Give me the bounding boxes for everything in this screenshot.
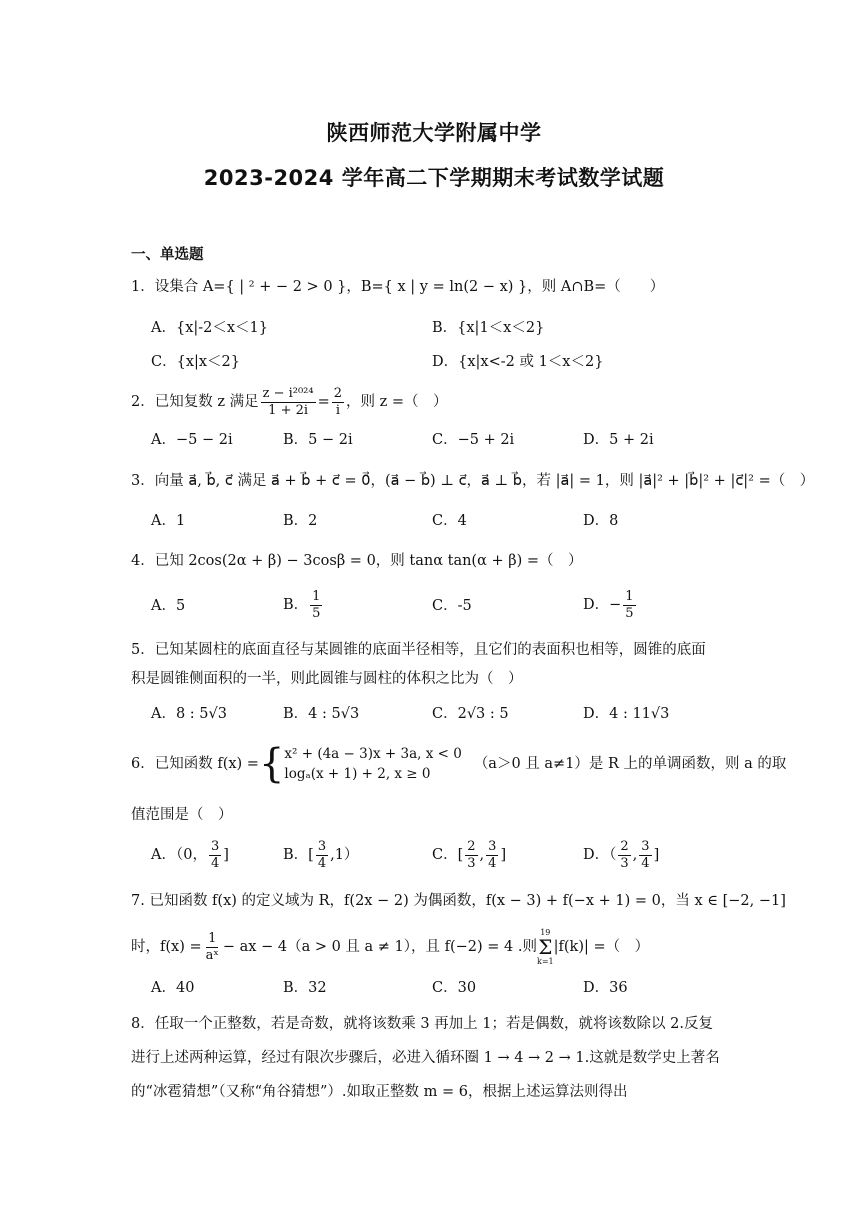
q6-d-den2: 4	[641, 855, 650, 871]
q2-option-c: C．−5 + 2i	[432, 432, 515, 448]
question-6-line-2: 值范围是（ ）	[131, 807, 233, 823]
q6-post: （a＞0 且 a≠1）是 R 上的单调函数，则 a 的取	[473, 756, 787, 772]
q3-option-d: D．8	[583, 513, 619, 529]
q6-pre: 6．已知函数 f(x) =	[131, 756, 259, 772]
q5-option-b: B．4 : 5√3	[283, 706, 360, 722]
q6-a-num: 3	[210, 838, 220, 854]
q6-option-c: C．[ $\frac{2}{3}$ , $\frac{3}{4}$ ]	[432, 838, 507, 871]
question-2-stem	[131, 382, 448, 422]
q5-option-a: A．8 : 5√3	[151, 706, 227, 722]
q6-d-pre: D．（	[583, 847, 617, 863]
q6-c-num2: 3	[488, 838, 497, 854]
q4-option-d-label: D．−	[583, 597, 622, 613]
q4-option-b-label: B．	[283, 597, 309, 613]
q6-a-den: 4	[210, 855, 220, 871]
question-8-line-2: 进行上述两种运算，经过有限次步骤后，必进入循环圈 1 → 4 → 2 → 1.这就是数学史上著名	[131, 1050, 720, 1066]
q5-option-d: D．4 : 11√3	[583, 706, 670, 722]
q6-option-a	[151, 835, 229, 875]
q6-b-num: 3	[317, 838, 327, 854]
question-4-stem: 4．已知 2cos(2α + β) − 3cosβ = 0，则 tanα tan(α + β) =（ ）	[131, 553, 583, 569]
q7-option-b: B．32	[283, 980, 327, 996]
question-7-line-2	[131, 925, 649, 969]
q7-line2-post: |f(k)| =（ ）	[553, 939, 650, 955]
q7-frac-den: aˣ	[205, 947, 219, 963]
q7-sum-sigma: Σ	[538, 935, 553, 959]
q6-piecewise	[284, 744, 461, 784]
q6-c-fraction-1	[465, 839, 477, 872]
question-8-line-3: 的“冰雹猜想”（又称“角谷猜想”）.如取正整数 m = 6，根据上述运算法则得出	[131, 1084, 628, 1100]
q6-b-pre: B．[	[283, 847, 314, 863]
q6-c-pre: C．[	[432, 847, 464, 863]
q1-option-b: B．{x|1＜x＜2}	[432, 320, 545, 336]
q7-fraction	[204, 931, 221, 964]
q6-b-post: ,1）	[330, 847, 359, 863]
school-title: 陕西师范大学附属中学	[326, 121, 542, 145]
q2-fraction-right	[332, 386, 344, 419]
q6-c-den2: 4	[488, 855, 497, 871]
q6-d-fraction-1	[618, 839, 630, 872]
q3-option-a: A．1	[151, 513, 186, 529]
q4-d-den: 5	[625, 605, 634, 621]
q4-option-a: A．5	[151, 598, 186, 614]
section-label: 一、单选题	[131, 247, 204, 263]
q6-case-1: x² + (4a − 3)x + 3a, x < 0	[284, 746, 462, 762]
q4-option-d-fraction	[623, 589, 635, 622]
q2-frac-num: z − i²⁰²⁴	[262, 385, 314, 401]
q7-sum-lower: k=1	[536, 957, 554, 966]
q2-frac2-den: i	[335, 402, 340, 418]
q6-d-post: ]	[653, 847, 660, 863]
q4-b-num: 1	[312, 588, 321, 604]
q7-option-c: C．30	[432, 980, 477, 996]
q6-d-den1: 3	[620, 855, 629, 871]
q2-equals: =	[317, 394, 330, 410]
q4-d-num: 1	[625, 588, 634, 604]
q4-option-b-fraction	[310, 589, 322, 622]
q6-a-pre: A．（0，	[151, 847, 207, 863]
q6-d-fraction-2	[639, 839, 651, 872]
question-1-stem: 1．设集合 A={ | ² + − 2 > 0 }，B={ x | y = ln(2 − x) }，则 A∩B=（ ）	[131, 279, 665, 295]
q6-a-post: ]	[223, 847, 229, 863]
q2-pre: 2．已知复数 z 满足	[131, 394, 259, 410]
q7-summation	[537, 928, 554, 966]
q6-c-post: ]	[500, 847, 507, 863]
q2-option-a: A．−5 − 2i	[151, 432, 233, 448]
q6-c-den1: 3	[467, 855, 476, 871]
q6-option-b	[283, 835, 358, 875]
q4-b-den: 5	[312, 605, 321, 621]
q6-c-num1: 2	[467, 838, 476, 854]
q6-option-d: D．（ $\frac{2}{3}$ , $\frac{3}{4}$ ]	[583, 838, 660, 871]
q6-c-fraction-2	[486, 839, 498, 872]
q4-option-b	[283, 585, 324, 625]
q2-frac2-num: 2	[333, 385, 343, 401]
q2-frac-den: 1 + 2i	[268, 402, 309, 418]
q7-option-a: A．40	[151, 980, 195, 996]
q6-case-2: logₐ(x + 1) + 2, x ≥ 0	[284, 766, 431, 782]
q4-option-d	[583, 585, 638, 625]
exam-title: 2023-2024 学年高二下学期期末考试数学试题	[203, 166, 665, 190]
q7-line2-pre: 时，f(x) =	[131, 939, 202, 955]
question-3-stem: 3．向量 a⃗, b⃗, c⃗ 满足 a⃗ + b⃗ + c⃗ = 0⃗，(a⃗ − b⃗) ⊥ c⃗，a⃗ ⊥ b⃗，若 |a⃗| = 1，则 |a⃗|² + |b⃗|² + |c⃗|² =（ ）	[131, 473, 815, 489]
q2-option-b: B．5 − 2i	[283, 432, 353, 448]
q6-a-fraction	[209, 839, 221, 872]
q7-sum-upper: 19	[540, 928, 551, 937]
q7-frac-num: 1	[208, 930, 217, 946]
q5-option-c: C．2√3 : 5	[432, 706, 509, 722]
question-5-line-1: 5．已知某圆柱的底面直径与某圆锥的底面半径相等，且它们的表面积也相等，圆锥的底面	[131, 642, 706, 658]
q1-option-c: C．{x|x＜2}	[151, 354, 241, 370]
q2-post: ，则 z =（ ）	[346, 394, 448, 410]
q6-d-num2: 3	[641, 838, 650, 854]
q6-b-den: 4	[317, 855, 327, 871]
q6-d-num1: 2	[620, 838, 629, 854]
q4-option-c: C．-5	[432, 598, 472, 614]
question-6-stem	[131, 741, 786, 787]
q3-option-b: B．2	[283, 513, 318, 529]
question-7-line-1: 7. 已知函数 f(x) 的定义域为 R，f(2x − 2) 为偶函数，f(x − 3) + f(−x + 1) = 0，当 x ∈ [−2, −1]	[131, 893, 786, 909]
q1-option-a: A．{x|-2＜x＜1}	[151, 320, 269, 336]
q3-option-c: C．4	[432, 513, 467, 529]
q1-option-d: D．{x|x<-2 或 1＜x＜2}	[432, 354, 604, 370]
q2-option-d: D．5 + 2i	[583, 432, 654, 448]
q6-brace: {	[258, 741, 285, 787]
question-5-line-2: 积是圆锥侧面积的一半，则此圆锥与圆柱的体积之比为（ ）	[131, 671, 523, 687]
q7-line2-mid: − ax − 4（a > 0 且 a ≠ 1），且 f(−2) = 4 .则	[222, 939, 537, 955]
q7-option-d: D．36	[583, 980, 628, 996]
q2-fraction-left	[261, 386, 316, 419]
question-8-line-1: 8．任取一个正整数，若是奇数，就将该数乘 3 再加上 1；若是偶数，就将该数除以 2.反复	[131, 1016, 713, 1032]
q6-b-fraction	[316, 839, 328, 872]
